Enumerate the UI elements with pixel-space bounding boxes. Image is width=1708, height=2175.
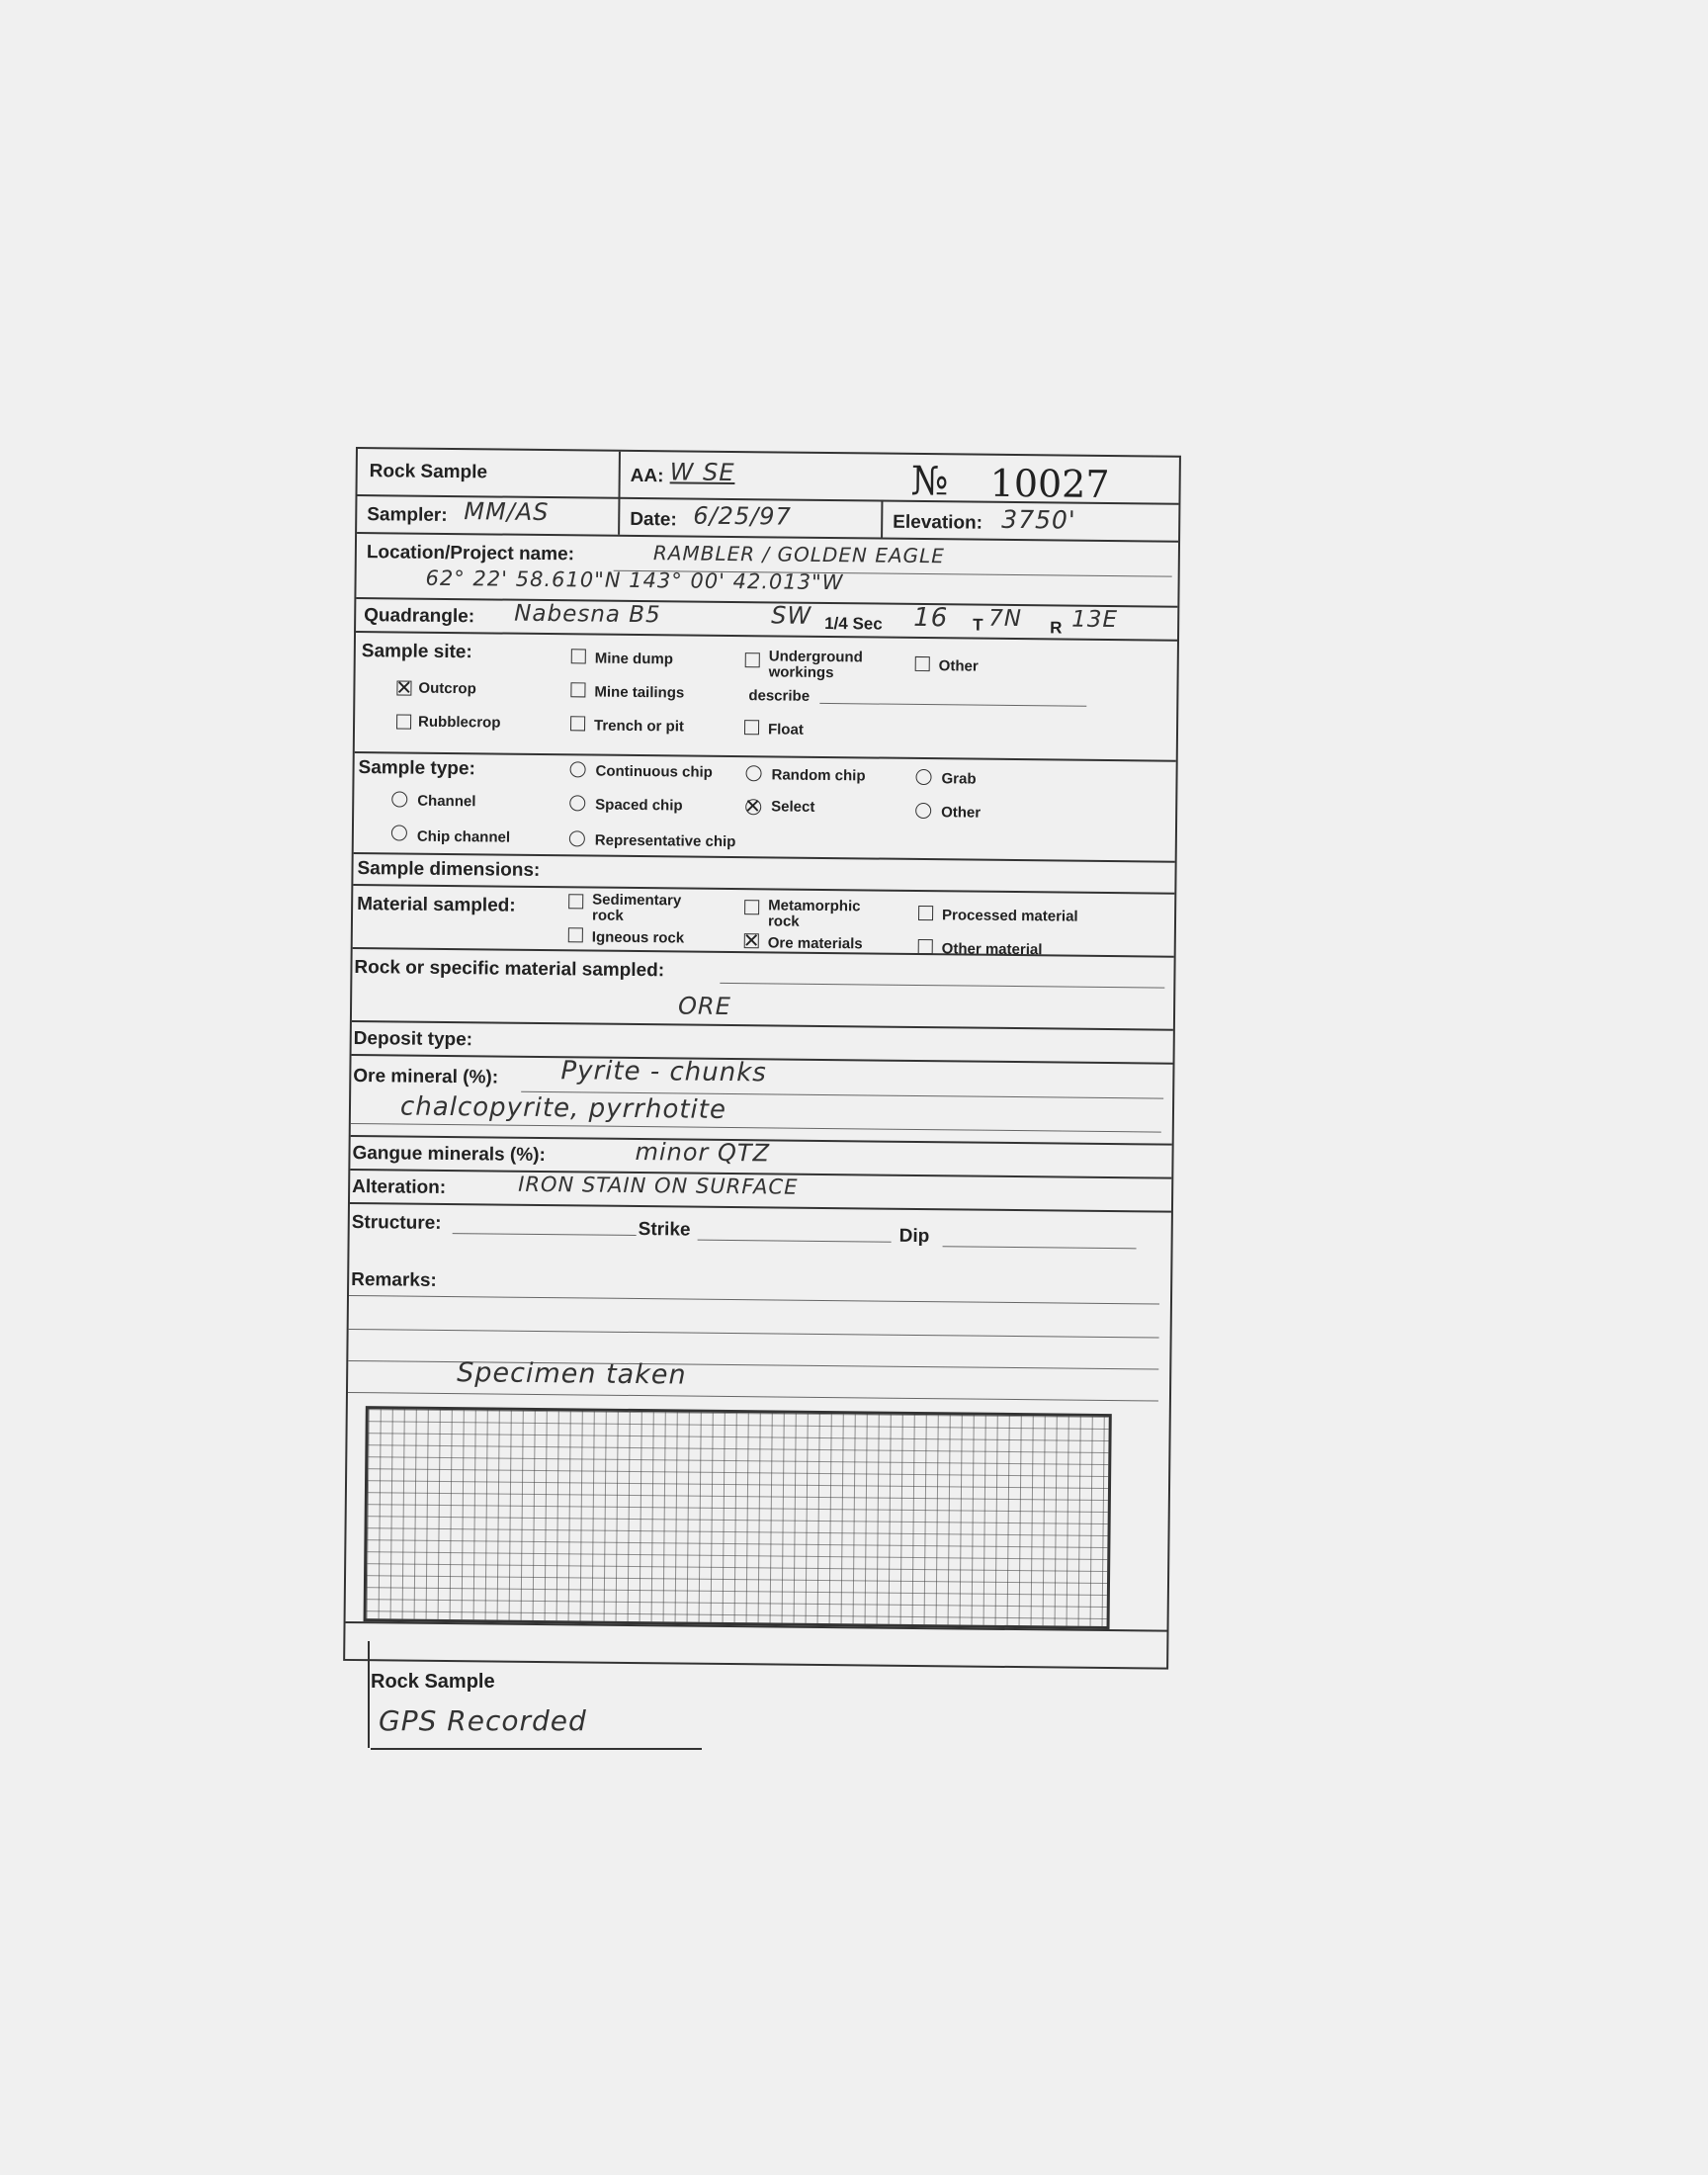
section-value: 16 — [913, 602, 949, 634]
row-divider — [355, 751, 1176, 762]
aa-value: W SE — [669, 458, 735, 487]
describe-line — [819, 703, 1086, 707]
channel-label: Channel — [417, 792, 476, 811]
underground-checkbox[interactable] — [745, 652, 760, 667]
spaced-chip-radio[interactable] — [569, 795, 585, 811]
sedimentary-label: Sedimentary rock — [591, 891, 682, 924]
mine-tailings-checkbox[interactable] — [570, 682, 585, 697]
remarks-line — [349, 1295, 1159, 1305]
township-value: 7N — [988, 605, 1023, 633]
rock-sample-form — [351, 447, 1181, 1661]
quarter-section-label: 1/4 Sec — [824, 613, 883, 634]
igneous-label: Igneous rock — [591, 928, 685, 947]
sketch-grid — [364, 1406, 1112, 1629]
sample-number: 10027 — [989, 461, 1110, 506]
strike-line — [698, 1240, 892, 1243]
column-divider — [618, 452, 621, 535]
ore-materials-checkbox[interactable] — [744, 933, 759, 948]
sample-site-label: Sample site: — [361, 641, 472, 663]
quadrangle-value: Nabesna B5 — [514, 600, 661, 629]
gangue-label: Gangue minerals (%): — [352, 1143, 546, 1167]
location-label: Location/Project name: — [366, 542, 575, 566]
type-other-label: Other — [941, 804, 982, 822]
number-prefix: № — [910, 458, 949, 505]
mine-tailings-option-label: Mine tailings — [594, 683, 685, 702]
type-other-radio[interactable] — [915, 803, 931, 819]
deposit-type-label: Deposit type: — [353, 1028, 473, 1051]
metamorphic-checkbox[interactable] — [744, 900, 759, 914]
tag-border — [368, 1641, 370, 1748]
sample-dimensions-label: Sample dimensions: — [357, 858, 541, 881]
dip-label: Dip — [898, 1225, 930, 1248]
other-material-label: Other material — [941, 940, 1043, 959]
grab-label: Grab — [941, 770, 977, 788]
trench-checkbox[interactable] — [570, 716, 585, 731]
elevation-label: Elevation: — [893, 511, 983, 534]
spaced-chip-label: Spaced chip — [595, 796, 683, 815]
underground-option-label: Underground workings — [768, 648, 863, 682]
strike-label: Strike — [638, 1219, 691, 1241]
rock-specific-label: Rock or specific material sampled: — [354, 957, 665, 982]
row-divider — [356, 597, 1177, 608]
structure-label: Structure: — [351, 1211, 442, 1234]
mine-dump-checkbox[interactable] — [571, 649, 586, 663]
rock-specific-value: ORE — [677, 992, 731, 1021]
row-divider — [353, 947, 1174, 958]
rubblecrop-checkbox[interactable] — [396, 714, 411, 729]
select-label: Select — [771, 798, 815, 816]
material-sampled-label: Material sampled: — [357, 894, 516, 916]
tag-underline — [371, 1748, 702, 1750]
igneous-checkbox[interactable] — [568, 927, 583, 942]
township-label: T — [973, 615, 983, 635]
chip-channel-radio[interactable] — [391, 825, 407, 840]
column-divider — [881, 500, 883, 538]
grab-radio[interactable] — [915, 769, 931, 785]
date-label: Date: — [630, 508, 677, 531]
site-other-option-label: Other — [938, 657, 979, 675]
select-radio[interactable] — [745, 799, 761, 815]
remarks-label: Remarks: — [351, 1268, 437, 1291]
channel-radio[interactable] — [391, 791, 407, 807]
rubblecrop-option-label: Rubblecrop — [418, 713, 501, 732]
gangue-value: minor QTZ — [635, 1137, 771, 1168]
alteration-label: Alteration: — [352, 1176, 447, 1198]
float-option-label: Float — [767, 721, 804, 739]
random-chip-radio[interactable] — [745, 765, 761, 781]
dip-line — [943, 1246, 1137, 1249]
rock-specific-line — [720, 983, 1164, 989]
ore-mineral-line-2 — [351, 1123, 1161, 1133]
date-value: 6/25/97 — [693, 501, 792, 531]
range-label: R — [1050, 618, 1063, 638]
remarks-value: Specimen taken — [457, 1357, 687, 1391]
chip-channel-label: Chip channel — [416, 827, 511, 846]
other-material-checkbox[interactable] — [918, 939, 933, 954]
representative-chip-radio[interactable] — [569, 830, 585, 846]
processed-label: Processed material — [941, 907, 1078, 925]
outcrop-checkbox[interactable] — [396, 680, 411, 695]
float-checkbox[interactable] — [744, 720, 759, 735]
alteration-value: IRON STAIN ON SURFACE — [518, 1172, 799, 1199]
tag-value: GPS Recorded — [379, 1704, 587, 1737]
trench-option-label: Trench or pit — [593, 717, 684, 736]
sampler-label: Sampler: — [367, 504, 448, 526]
sampler-value: MM/AS — [464, 497, 550, 527]
form-title: Rock Sample — [369, 461, 488, 483]
location-value: RAMBLER / GOLDEN EAGLE — [652, 541, 946, 568]
remarks-line — [349, 1329, 1159, 1339]
ore-mineral-value: Pyrite - chunks — [560, 1056, 767, 1088]
describe-label: describe — [748, 687, 811, 705]
random-chip-label: Random chip — [771, 766, 866, 785]
ore-mineral-label: Ore mineral (%): — [353, 1066, 499, 1088]
row-divider — [353, 884, 1174, 895]
coordinates-value: 62° 22' 58.610"N 143° 00' 42.013"W — [425, 566, 844, 595]
quadrangle-label: Quadrangle: — [364, 605, 475, 628]
range-value: 13E — [1071, 606, 1119, 634]
outcrop-option-label: Outcrop — [418, 679, 476, 698]
row-divider — [350, 1202, 1171, 1213]
representative-chip-label: Representative chip — [594, 831, 736, 851]
sedimentary-checkbox[interactable] — [568, 894, 583, 909]
structure-line — [453, 1233, 637, 1236]
sample-type-label: Sample type: — [358, 757, 475, 780]
quarter-value: SW — [771, 601, 812, 630]
continuous-chip-label: Continuous chip — [595, 762, 713, 781]
elevation-value: 3750' — [1001, 504, 1076, 535]
remarks-line — [348, 1392, 1158, 1402]
tag-title: Rock Sample — [371, 1671, 495, 1693]
continuous-chip-radio[interactable] — [570, 761, 586, 777]
ore-mineral-value-2: chalcopyrite, pyrrhotite — [399, 1091, 727, 1125]
site-other-checkbox[interactable] — [915, 656, 930, 671]
metamorphic-label: Metamorphic rock — [767, 897, 861, 930]
processed-checkbox[interactable] — [918, 906, 933, 920]
ore-materials-label: Ore materials — [767, 934, 863, 953]
form-frame — [343, 447, 1181, 1670]
aa-label: AA: — [630, 465, 664, 487]
row-divider — [352, 1020, 1173, 1031]
mine-dump-option-label: Mine dump — [594, 650, 674, 668]
